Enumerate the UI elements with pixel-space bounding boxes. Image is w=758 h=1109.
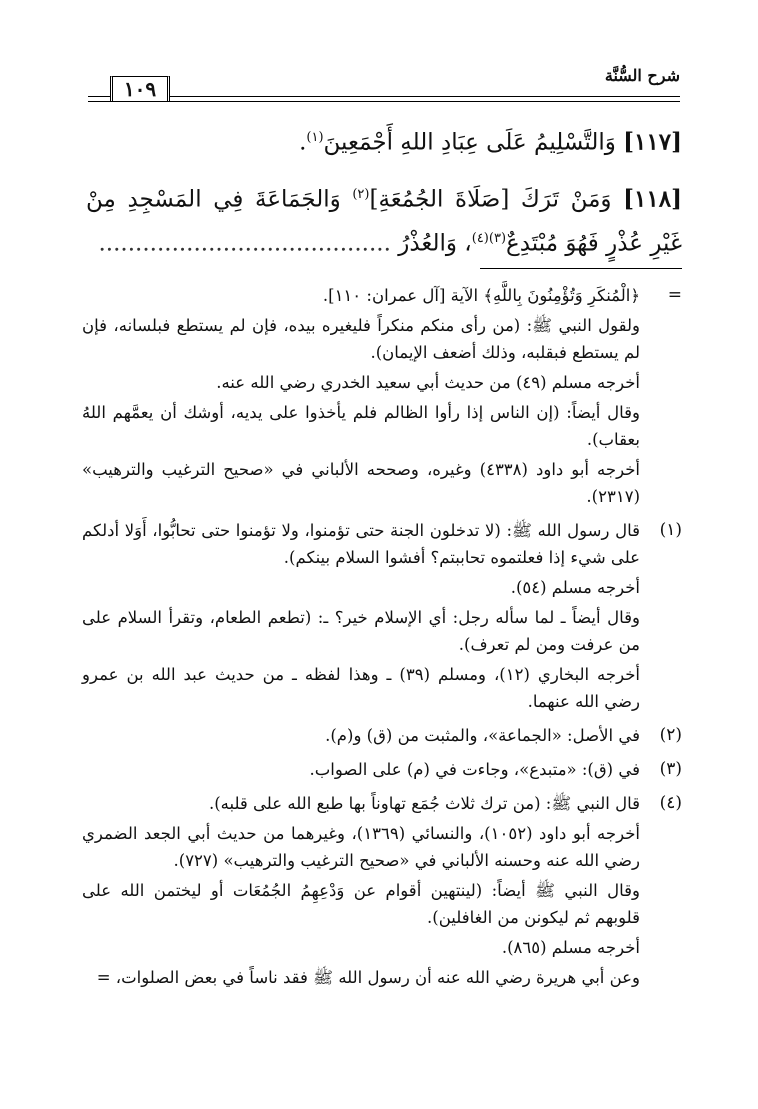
footnote-number: (٤) (659, 793, 682, 813)
footnote-paragraph: أخرجه البخاري (١٢)، ومسلم (٣٩) ـ وهذا لفظه ـ من حديث عبد الله بن عمرو رضي الله عنهما. (82, 665, 640, 711)
footnote-body (82, 790, 640, 994)
footnote-body (82, 722, 640, 752)
footnote-paragraph: في الأصل: «الجماعة»، والمثبت من (ق) و(م). (325, 726, 640, 745)
dotted-leader: ........................................ (98, 230, 391, 257)
running-title: شرح السُّنَّة (604, 66, 680, 85)
footnote-number: (٣) (659, 759, 682, 779)
footnote (82, 282, 682, 513)
main-text (86, 118, 682, 276)
footnote-paragraph: قال النبي ﷺ: (من ترك ثلاث جُمَع تهاوناً بها طبع الله على قلبه). (208, 794, 640, 813)
paragraph-ref: [١١٧] (623, 128, 682, 156)
footnote-paragraph: أخرجه مسلم (٤٩) من حديث أبي سعيد الخدري رضي الله عنه. (216, 373, 640, 392)
page-number: ١٠٩ (110, 76, 170, 101)
footnote-paragraph: وقال أيضاً: (إن الناس إذا رأوا الظالم فلم يأخذوا على يديه، أوشك أن يعمَّهم اللهُ بعقاب). (82, 403, 640, 449)
footnote-paragraph: أخرجه أبو داود (٤٣٣٨) وغيره، وصححه الألباني في «صحيح الترغيب والترهيب» (٢٣١٧). (82, 460, 640, 506)
header-rule-bottom (88, 101, 680, 102)
paragraph-text: وَمَنْ تَرَكَ [صَلَاةَ الجُمُعَةِ] (369, 186, 612, 213)
footnotes (82, 282, 682, 998)
footnote-body (82, 517, 640, 718)
footnote-marker: (٣)(٤) (471, 231, 507, 247)
footnote-number: (٢) (659, 725, 682, 745)
footnote-body (82, 756, 640, 786)
paragraph-text: وَالتَّسْلِيمُ عَلَى عِبَادِ اللهِ أَجْمَعِينَ (323, 129, 616, 156)
footnote-number: (١) (659, 520, 682, 540)
footnote-paragraph: أخرجه مسلم (٨٦٥). (501, 938, 640, 957)
footnote (82, 722, 682, 752)
footnote-paragraph: في (ق): «متبدع»، وجاءت في (م) على الصواب. (309, 760, 640, 779)
footnote-paragraph: أخرجه أبو داود (١٠٥٢)، والنسائي (١٣٦٩)، وغيرهما من حديث أبي الجعد الضمري رضي الله عنه وحسنه الألباني في «صحيح الترغيب والترهيب» (٧٢٧). (82, 824, 640, 870)
footnote-paragraph: وقال النبي ﷺ أيضاً: (لينتهين أقوام عن وَدْعِهِمُ الجُمُعَات أو ليختمن الله على قلوبهم ثم ليكونن من الغافلين). (82, 881, 640, 927)
paragraph-117 (86, 118, 682, 163)
footnote-marker: (١) (306, 130, 324, 145)
footnote-paragraph: ﴿الْمُنكَرِ وَتُؤْمِنُونَ بِاللَّهِ﴾ الآية [آل عمران: ١١٠]. (322, 286, 640, 305)
footnote-paragraph: أخرجه مسلم (٥٤). (510, 578, 640, 597)
footnote-marker: (٢) (352, 186, 370, 202)
header-rule-top (88, 96, 680, 97)
footnote (82, 517, 682, 718)
footnote-paragraph: ولقول النبي ﷺ: (من رأى منكم منكراً فليغيره بيده، فإن لم يستطع فبلسانه، فإن لم يستطع فبقلبه، وذلك أضعف الإيمان). (82, 316, 640, 362)
footnote-body (82, 282, 640, 513)
paragraph-118 (86, 175, 682, 264)
paragraph-ref: [١١٨] (623, 185, 682, 213)
footnote (82, 756, 682, 786)
paragraph-text: ، وَالعُذْرُ (398, 230, 472, 257)
paragraph-end: . (299, 129, 307, 156)
paragraph-text: وَالجَمَاعَةَ فِي المَسْجِدِ مِنْ غَيْرِ عُذْرٍ فَهُوَ مُبْتَدِعٌ (86, 186, 682, 257)
page-header (88, 66, 680, 110)
footnote (82, 790, 682, 994)
footnote-paragraph: قال رسول الله ﷺ: (لا تدخلون الجنة حتى تؤمنوا، ولا تؤمنوا حتى تحابُّوا، أَوَلا أدلكم على شيء إذا فعلتموه تحاببتم؟ أفشوا السلام بينكم). (82, 521, 640, 567)
footnote-separator (480, 268, 682, 269)
footnote-paragraph: وعن أبي هريرة رضي الله عنه أن رسول الله ﷺ فقد ناساً في بعض الصلوات، = (96, 968, 640, 987)
footnote-number: = (667, 285, 682, 305)
footnote-paragraph: وقال أيضاً ـ لما سأله رجل: أي الإسلام خير؟ ـ: (تطعم الطعام، وتقرأ السلام على من عرفت ومن لم تعرف). (82, 608, 640, 654)
